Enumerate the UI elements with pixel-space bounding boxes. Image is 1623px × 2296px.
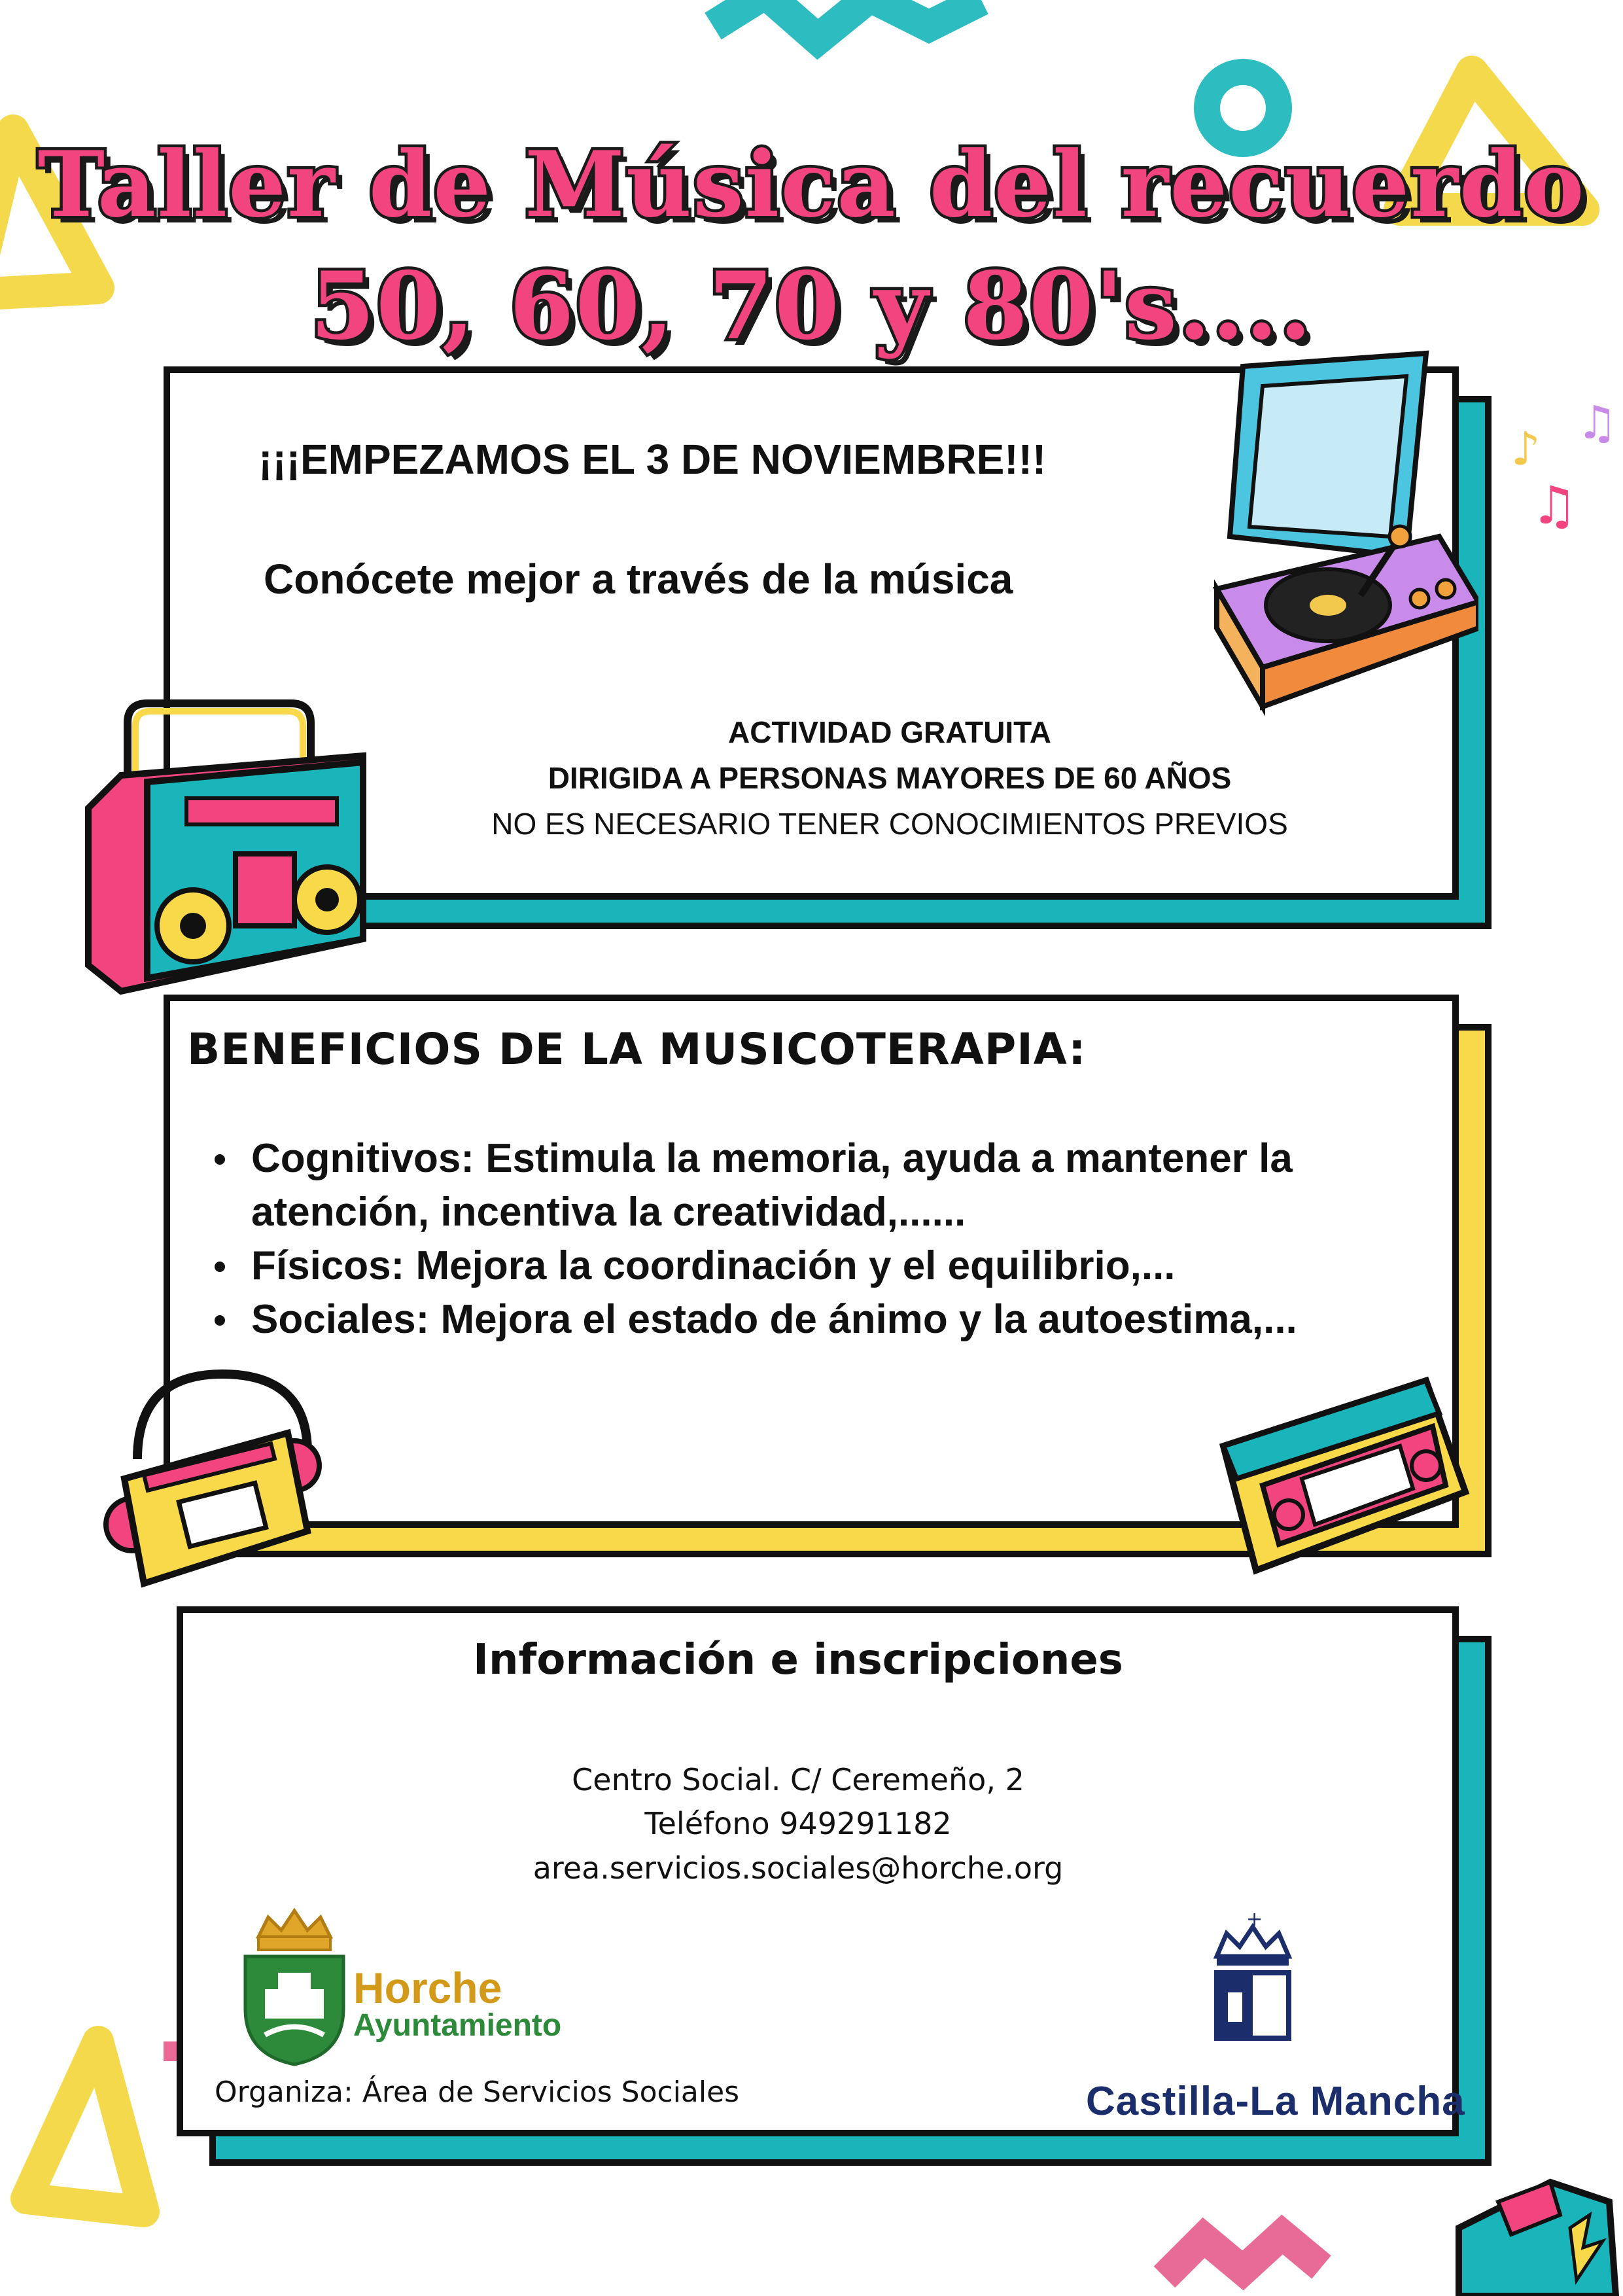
title-line-1: Taller de Música del recuerdo <box>37 131 1586 238</box>
contact-phone: Teléfono 949291182 <box>644 1806 952 1841</box>
audience-text: DIRIGIDA A PERSONAS MAYORES DE 60 AÑOS <box>548 761 1232 795</box>
music-notes-icon <box>1505 393 1623 537</box>
svg-text:♫: ♫ <box>1577 396 1618 450</box>
subtitle-text: Conócete mejor a través de la música <box>264 556 1013 603</box>
organizer-text: Organiza: Área de Servicios Sociales <box>215 2075 740 2109</box>
horche-coat-of-arms-icon <box>239 1904 350 2068</box>
zigzag-bottom <box>1164 2234 1321 2277</box>
contact-email[interactable]: area.servicios.sociales@horche.org <box>532 1850 1064 1886</box>
triangle-bottom-left <box>26 2041 144 2212</box>
title-line-2: 50, 60, 70 y 80's.... <box>310 252 1313 361</box>
benefit-item-physical: Físicos: Mejora la coordinación y el equilibrio,... <box>209 1239 1361 1293</box>
start-date-text: ¡¡¡EMPEZAMOS EL 3 DE NOVIEMBRE!!! <box>258 436 1047 483</box>
walkman-icon <box>98 1368 327 1590</box>
castilla-la-mancha-logo-name: Castilla-La Mancha <box>1086 2079 1465 2124</box>
svg-text:♫: ♫ <box>1531 475 1578 536</box>
benefit-item-cognitive: Cognitivos: Estimula la memoria, ayuda a mantener la atención, incentiva la creatividad,...... <box>209 1132 1361 1239</box>
castilla-la-mancha-crest-icon <box>1207 1907 1299 2058</box>
contact-heading: Información e inscripciones <box>473 1636 1123 1684</box>
vhs-tape-icon <box>1217 1374 1472 1583</box>
horche-logo-subtitle: Ayuntamiento <box>353 2008 562 2043</box>
no-knowledge-text: NO ES NECESARIO TENER CONOCIMIENTOS PREVIOS <box>491 807 1288 841</box>
horche-logo-name: Horche <box>353 1964 502 2012</box>
svg-text:+: + <box>1246 1908 1263 1931</box>
svg-text:♪: ♪ <box>1511 422 1541 476</box>
record-player-icon <box>1204 340 1478 733</box>
zigzag-top <box>713 0 981 39</box>
benefits-heading: BENEFICIOS DE LA MUSICOTERAPIA: <box>187 1024 1087 1074</box>
benefits-list <box>209 1132 1361 1347</box>
roller-skate-icon <box>1420 2176 1623 2296</box>
boombox-icon <box>82 690 370 998</box>
contact-address: Centro Social. C/ Ceremeño, 2 <box>572 1762 1024 1797</box>
benefit-item-social: Sociales: Mejora el estado de ánimo y la autoestima,... <box>209 1293 1361 1347</box>
free-activity-text: ACTIVIDAD GRATUITA <box>727 715 1052 749</box>
